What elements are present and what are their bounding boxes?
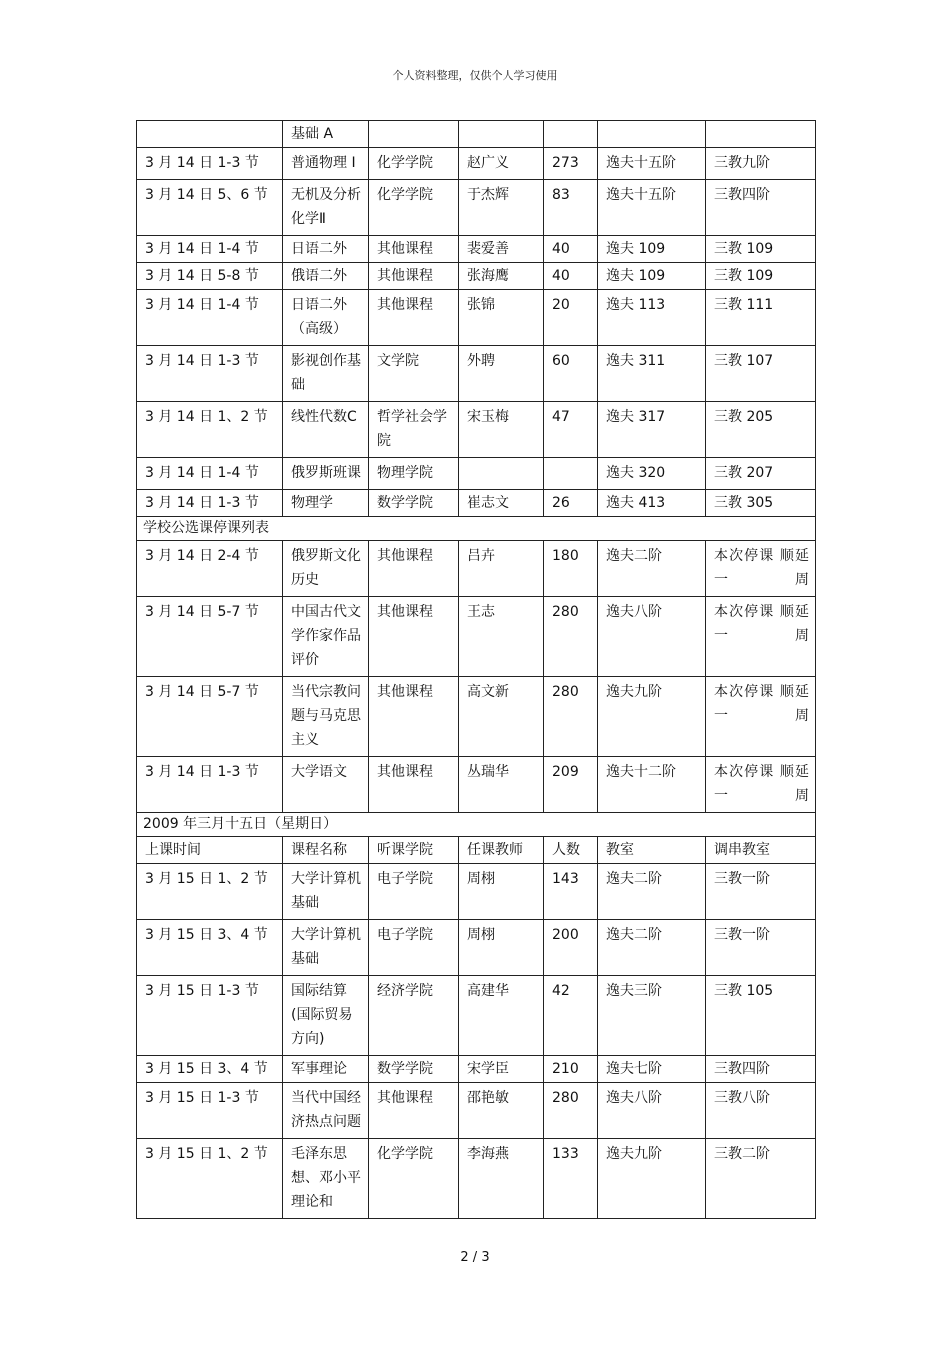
count-cell: 210 (544, 1056, 598, 1083)
room-cell (598, 121, 706, 148)
course-cell: 课程名称 (283, 837, 369, 864)
teacher-cell (459, 121, 544, 148)
count-cell: 133 (544, 1139, 598, 1219)
count-cell: 209 (544, 757, 598, 813)
room-cell: 逸夫七阶 (598, 1056, 706, 1083)
teacher-cell: 宋玉梅 (459, 402, 544, 458)
count-cell (544, 458, 598, 490)
teacher-cell: 李海燕 (459, 1139, 544, 1219)
table-row (137, 402, 816, 458)
teacher-cell: 裴爱善 (459, 236, 544, 263)
teacher-cell: 高建华 (459, 976, 544, 1056)
college-cell: 数学学院 (369, 1056, 459, 1083)
college-cell: 化学学院 (369, 148, 459, 180)
teacher-cell: 张锦 (459, 290, 544, 346)
room-cell: 逸夫十五阶 (598, 180, 706, 236)
section-header-row (137, 813, 816, 837)
new-room-cell: 三教 109 (706, 236, 816, 263)
room-cell: 逸夫 109 (598, 236, 706, 263)
room-cell: 教室 (598, 837, 706, 864)
count-cell (544, 121, 598, 148)
new-room-cell: 三教 111 (706, 290, 816, 346)
college-cell: 化学学院 (369, 1139, 459, 1219)
table-row (137, 597, 816, 677)
teacher-cell: 吕卉 (459, 541, 544, 597)
header-note: 个人资料整理，仅供个人学习使用 (392, 69, 558, 82)
teacher-cell: 王志 (459, 597, 544, 677)
teacher-cell: 任课教师 (459, 837, 544, 864)
new-room-cell: 三教四阶 (706, 180, 816, 236)
course-cell: 基础 A (283, 121, 369, 148)
table-row (137, 1056, 816, 1083)
new-room-cell: 三教 205 (706, 402, 816, 458)
new-room-cell: 三教九阶 (706, 148, 816, 180)
count-cell: 60 (544, 346, 598, 402)
college-cell: 经济学院 (369, 976, 459, 1056)
table-row (137, 976, 816, 1056)
time-cell: 3 月 15 日 1、2 节 (137, 864, 283, 920)
course-cell: 大学计算机基础 (283, 920, 369, 976)
time-cell: 上课时间 (137, 837, 283, 864)
course-cell: 影视创作基础 (283, 346, 369, 402)
table-row (137, 920, 816, 976)
room-cell: 逸夫八阶 (598, 597, 706, 677)
college-cell (369, 121, 459, 148)
course-cell: 日语二外（高级） (283, 290, 369, 346)
room-cell: 逸夫八阶 (598, 1083, 706, 1139)
count-cell: 47 (544, 402, 598, 458)
college-cell: 化学学院 (369, 180, 459, 236)
time-cell: 3 月 14 日 1-3 节 (137, 148, 283, 180)
new-room-cell: 三教八阶 (706, 1083, 816, 1139)
table-row (137, 1083, 816, 1139)
new-room-cell: 三教四阶 (706, 1056, 816, 1083)
count-cell: 20 (544, 290, 598, 346)
table-row (137, 458, 816, 490)
course-cell: 无机及分析化学Ⅱ (283, 180, 369, 236)
new-room-cell: 三教 107 (706, 346, 816, 402)
teacher-cell: 高文新 (459, 677, 544, 757)
time-cell: 3 月 14 日 1、2 节 (137, 402, 283, 458)
course-cell: 当代宗教问题与马克思主义 (283, 677, 369, 757)
room-cell: 逸夫十五阶 (598, 148, 706, 180)
teacher-cell: 赵广义 (459, 148, 544, 180)
college-cell: 其他课程 (369, 541, 459, 597)
room-cell: 逸夫 113 (598, 290, 706, 346)
table-row (137, 236, 816, 263)
college-cell: 其他课程 (369, 757, 459, 813)
schedule-table (136, 120, 816, 1219)
course-cell: 当代中国经济热点问题 (283, 1083, 369, 1139)
time-cell: 3 月 14 日 2-4 节 (137, 541, 283, 597)
room-cell: 逸夫二阶 (598, 920, 706, 976)
count-cell: 273 (544, 148, 598, 180)
course-cell: 大学语文 (283, 757, 369, 813)
section-title: 学校公选课停课列表 (137, 517, 816, 541)
count-cell: 40 (544, 263, 598, 290)
college-cell: 其他课程 (369, 677, 459, 757)
table-row (137, 837, 816, 864)
count-cell: 280 (544, 1083, 598, 1139)
time-cell: 3 月 14 日 1-4 节 (137, 458, 283, 490)
new-room-cell: 三教二阶 (706, 1139, 816, 1219)
room-cell: 逸夫九阶 (598, 677, 706, 757)
new-room-cell: 三教 207 (706, 458, 816, 490)
time-cell: 3 月 14 日 5-7 节 (137, 677, 283, 757)
room-cell: 逸夫 320 (598, 458, 706, 490)
college-cell: 其他课程 (369, 1083, 459, 1139)
teacher-cell: 丛瑞华 (459, 757, 544, 813)
room-cell: 逸夫二阶 (598, 864, 706, 920)
new-room-cell: 本次停课 顺延一周 (706, 757, 816, 813)
room-cell: 逸夫 109 (598, 263, 706, 290)
course-cell: 军事理论 (283, 1056, 369, 1083)
table-row (137, 148, 816, 180)
room-cell: 逸夫 317 (598, 402, 706, 458)
teacher-cell: 崔志文 (459, 490, 544, 517)
room-cell: 逸夫九阶 (598, 1139, 706, 1219)
course-cell: 俄语二外 (283, 263, 369, 290)
course-cell: 线性代数C (283, 402, 369, 458)
count-cell: 143 (544, 864, 598, 920)
college-cell: 文学院 (369, 346, 459, 402)
college-cell: 其他课程 (369, 263, 459, 290)
course-cell: 普通物理 Ⅰ (283, 148, 369, 180)
course-cell: 国际结算(国际贸易方向) (283, 976, 369, 1056)
table-row (137, 121, 816, 148)
table-row (137, 1139, 816, 1219)
table-row (137, 180, 816, 236)
new-room-cell: 本次停课 顺延一周 (706, 677, 816, 757)
table-row (137, 757, 816, 813)
table-row (137, 864, 816, 920)
new-room-cell: 本次停课 顺延一周 (706, 541, 816, 597)
section-title: 2009 年三月十五日（星期日） (137, 813, 816, 837)
time-cell: 3 月 14 日 5-7 节 (137, 597, 283, 677)
section-header-row (137, 517, 816, 541)
time-cell: 3 月 14 日 1-3 节 (137, 346, 283, 402)
course-cell: 大学计算机基础 (283, 864, 369, 920)
college-cell: 其他课程 (369, 236, 459, 263)
course-cell: 中国古代文学作家作品评价 (283, 597, 369, 677)
time-cell: 3 月 15 日 1-3 节 (137, 1083, 283, 1139)
course-cell: 俄罗斯文化历史 (283, 541, 369, 597)
table-row (137, 490, 816, 517)
teacher-cell: 邵艳敏 (459, 1083, 544, 1139)
count-cell: 26 (544, 490, 598, 517)
time-cell: 3 月 15 日 1、2 节 (137, 1139, 283, 1219)
teacher-cell: 周栩 (459, 864, 544, 920)
count-cell: 180 (544, 541, 598, 597)
count-cell: 200 (544, 920, 598, 976)
college-cell: 物理学院 (369, 458, 459, 490)
time-cell: 3 月 15 日 3、4 节 (137, 920, 283, 976)
count-cell: 人数 (544, 837, 598, 864)
time-cell: 3 月 14 日 1-3 节 (137, 490, 283, 517)
count-cell: 280 (544, 677, 598, 757)
new-room-cell: 三教一阶 (706, 920, 816, 976)
college-cell: 其他课程 (369, 290, 459, 346)
time-cell: 3 月 14 日 1-3 节 (137, 757, 283, 813)
time-cell: 3 月 14 日 1-4 节 (137, 236, 283, 263)
count-cell: 83 (544, 180, 598, 236)
table-row (137, 541, 816, 597)
course-cell: 日语二外 (283, 236, 369, 263)
new-room-cell: 调串教室 (706, 837, 816, 864)
new-room-cell (706, 121, 816, 148)
schedule-body (137, 121, 816, 1219)
count-cell: 40 (544, 236, 598, 263)
new-room-cell: 三教一阶 (706, 864, 816, 920)
time-cell: 3 月 14 日 1-4 节 (137, 290, 283, 346)
time-cell: 3 月 15 日 1-3 节 (137, 976, 283, 1056)
room-cell: 逸夫 413 (598, 490, 706, 517)
table-row (137, 263, 816, 290)
college-cell: 电子学院 (369, 920, 459, 976)
page-number: 2 / 3 (460, 1250, 490, 1265)
college-cell: 听课学院 (369, 837, 459, 864)
course-cell: 俄罗斯班课 (283, 458, 369, 490)
time-cell: 3 月 15 日 3、4 节 (137, 1056, 283, 1083)
teacher-cell: 张海鹰 (459, 263, 544, 290)
time-cell: 3 月 14 日 5、6 节 (137, 180, 283, 236)
time-cell: 3 月 14 日 5-8 节 (137, 263, 283, 290)
new-room-cell: 本次停课 顺延一周 (706, 597, 816, 677)
new-room-cell: 三教 109 (706, 263, 816, 290)
room-cell: 逸夫三阶 (598, 976, 706, 1056)
table-row (137, 677, 816, 757)
college-cell: 数学学院 (369, 490, 459, 517)
count-cell: 42 (544, 976, 598, 1056)
new-room-cell: 三教 305 (706, 490, 816, 517)
course-cell: 毛泽东思想、邓小平理论和 (283, 1139, 369, 1219)
time-cell (137, 121, 283, 148)
teacher-cell: 外聘 (459, 346, 544, 402)
teacher-cell: 周栩 (459, 920, 544, 976)
college-cell: 哲学社会学院 (369, 402, 459, 458)
table-row (137, 346, 816, 402)
room-cell: 逸夫 311 (598, 346, 706, 402)
teacher-cell (459, 458, 544, 490)
teacher-cell: 宋学臣 (459, 1056, 544, 1083)
teacher-cell: 于杰辉 (459, 180, 544, 236)
college-cell: 其他课程 (369, 597, 459, 677)
new-room-cell: 三教 105 (706, 976, 816, 1056)
count-cell: 280 (544, 597, 598, 677)
table-row (137, 290, 816, 346)
room-cell: 逸夫二阶 (598, 541, 706, 597)
college-cell: 电子学院 (369, 864, 459, 920)
room-cell: 逸夫十二阶 (598, 757, 706, 813)
course-cell: 物理学 (283, 490, 369, 517)
